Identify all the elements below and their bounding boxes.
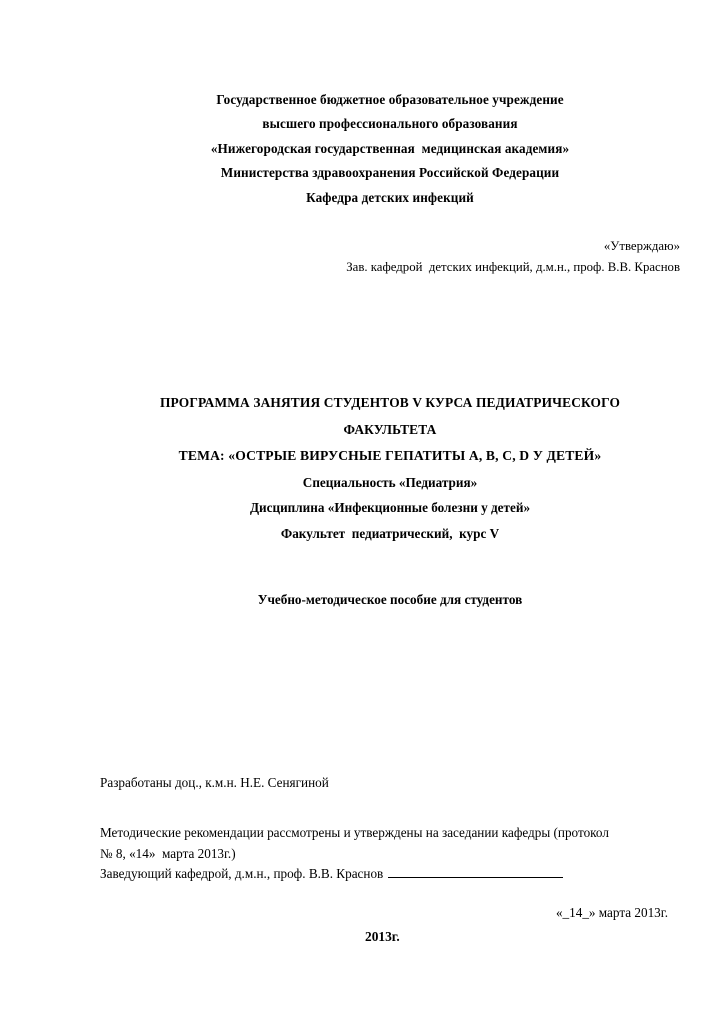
developed-by-line: Разработаны доц., к.м.н. Н.Е. Сенягиной bbox=[100, 775, 329, 791]
faculty-line: Факультет педиатрический, курс V bbox=[280, 525, 500, 541]
institution-line-3: «Нижегородская государственная медицинская академия» bbox=[210, 140, 570, 156]
institution-line-4: Министерства здравоохранения Российской Федерации bbox=[220, 165, 560, 181]
authors-block bbox=[100, 773, 680, 793]
approval-block bbox=[100, 236, 680, 278]
footer-year: 2013г. bbox=[365, 928, 400, 944]
head-of-department-name: Заведующий кафедрой, д.м.н., проф. В.В. Краснов bbox=[100, 866, 384, 882]
approval-authority: Зав. кафедрой детских инфекций, д.м.н., проф. В.В. Краснов bbox=[346, 260, 680, 275]
institution-line-5: Кафедра детских инфекций bbox=[306, 189, 474, 205]
specialty-line: Специальность «Педиатрия» bbox=[302, 474, 478, 490]
theme-title: ТЕМА: «ОСТРЫЕ ВИРУСНЫЕ ГЕПАТИТЫ A, B, C, D У ДЕТЕЙ» bbox=[178, 448, 602, 464]
institution-header bbox=[100, 88, 680, 210]
protocol-block bbox=[100, 823, 680, 885]
protocol-line-2: № 8, «14» марта 2013г.) bbox=[100, 845, 236, 861]
institution-line-2: высшего профессионального образования bbox=[262, 116, 518, 132]
program-title-line-1: ПРОГРАММА ЗАНЯТИЯ СТУДЕНТОВ V КУРСА ПЕДИАТРИЧЕСКОГО bbox=[159, 395, 621, 411]
title-block bbox=[100, 390, 680, 546]
discipline-line: Дисциплина «Инфекционные болезни у детей» bbox=[249, 500, 531, 516]
head-of-department-line bbox=[100, 864, 680, 885]
footer-date: «_14_» марта 2013г. bbox=[555, 904, 668, 920]
page-content bbox=[100, 88, 680, 951]
approval-stamp: «Утверждаю» bbox=[603, 239, 680, 254]
manual-subtitle: Учебно-методическое пособие для студентов bbox=[257, 592, 523, 608]
program-title-line-2: ФАКУЛЬТЕТА bbox=[343, 421, 437, 437]
institution-line-1: Государственное бюджетное образовательное учреждение bbox=[216, 92, 564, 107]
footer-date-row bbox=[100, 905, 680, 951]
signature-line bbox=[388, 866, 563, 878]
protocol-line-1: Методические рекомендации рассмотрены и утверждены на заседании кафедры (протокол bbox=[100, 825, 609, 841]
